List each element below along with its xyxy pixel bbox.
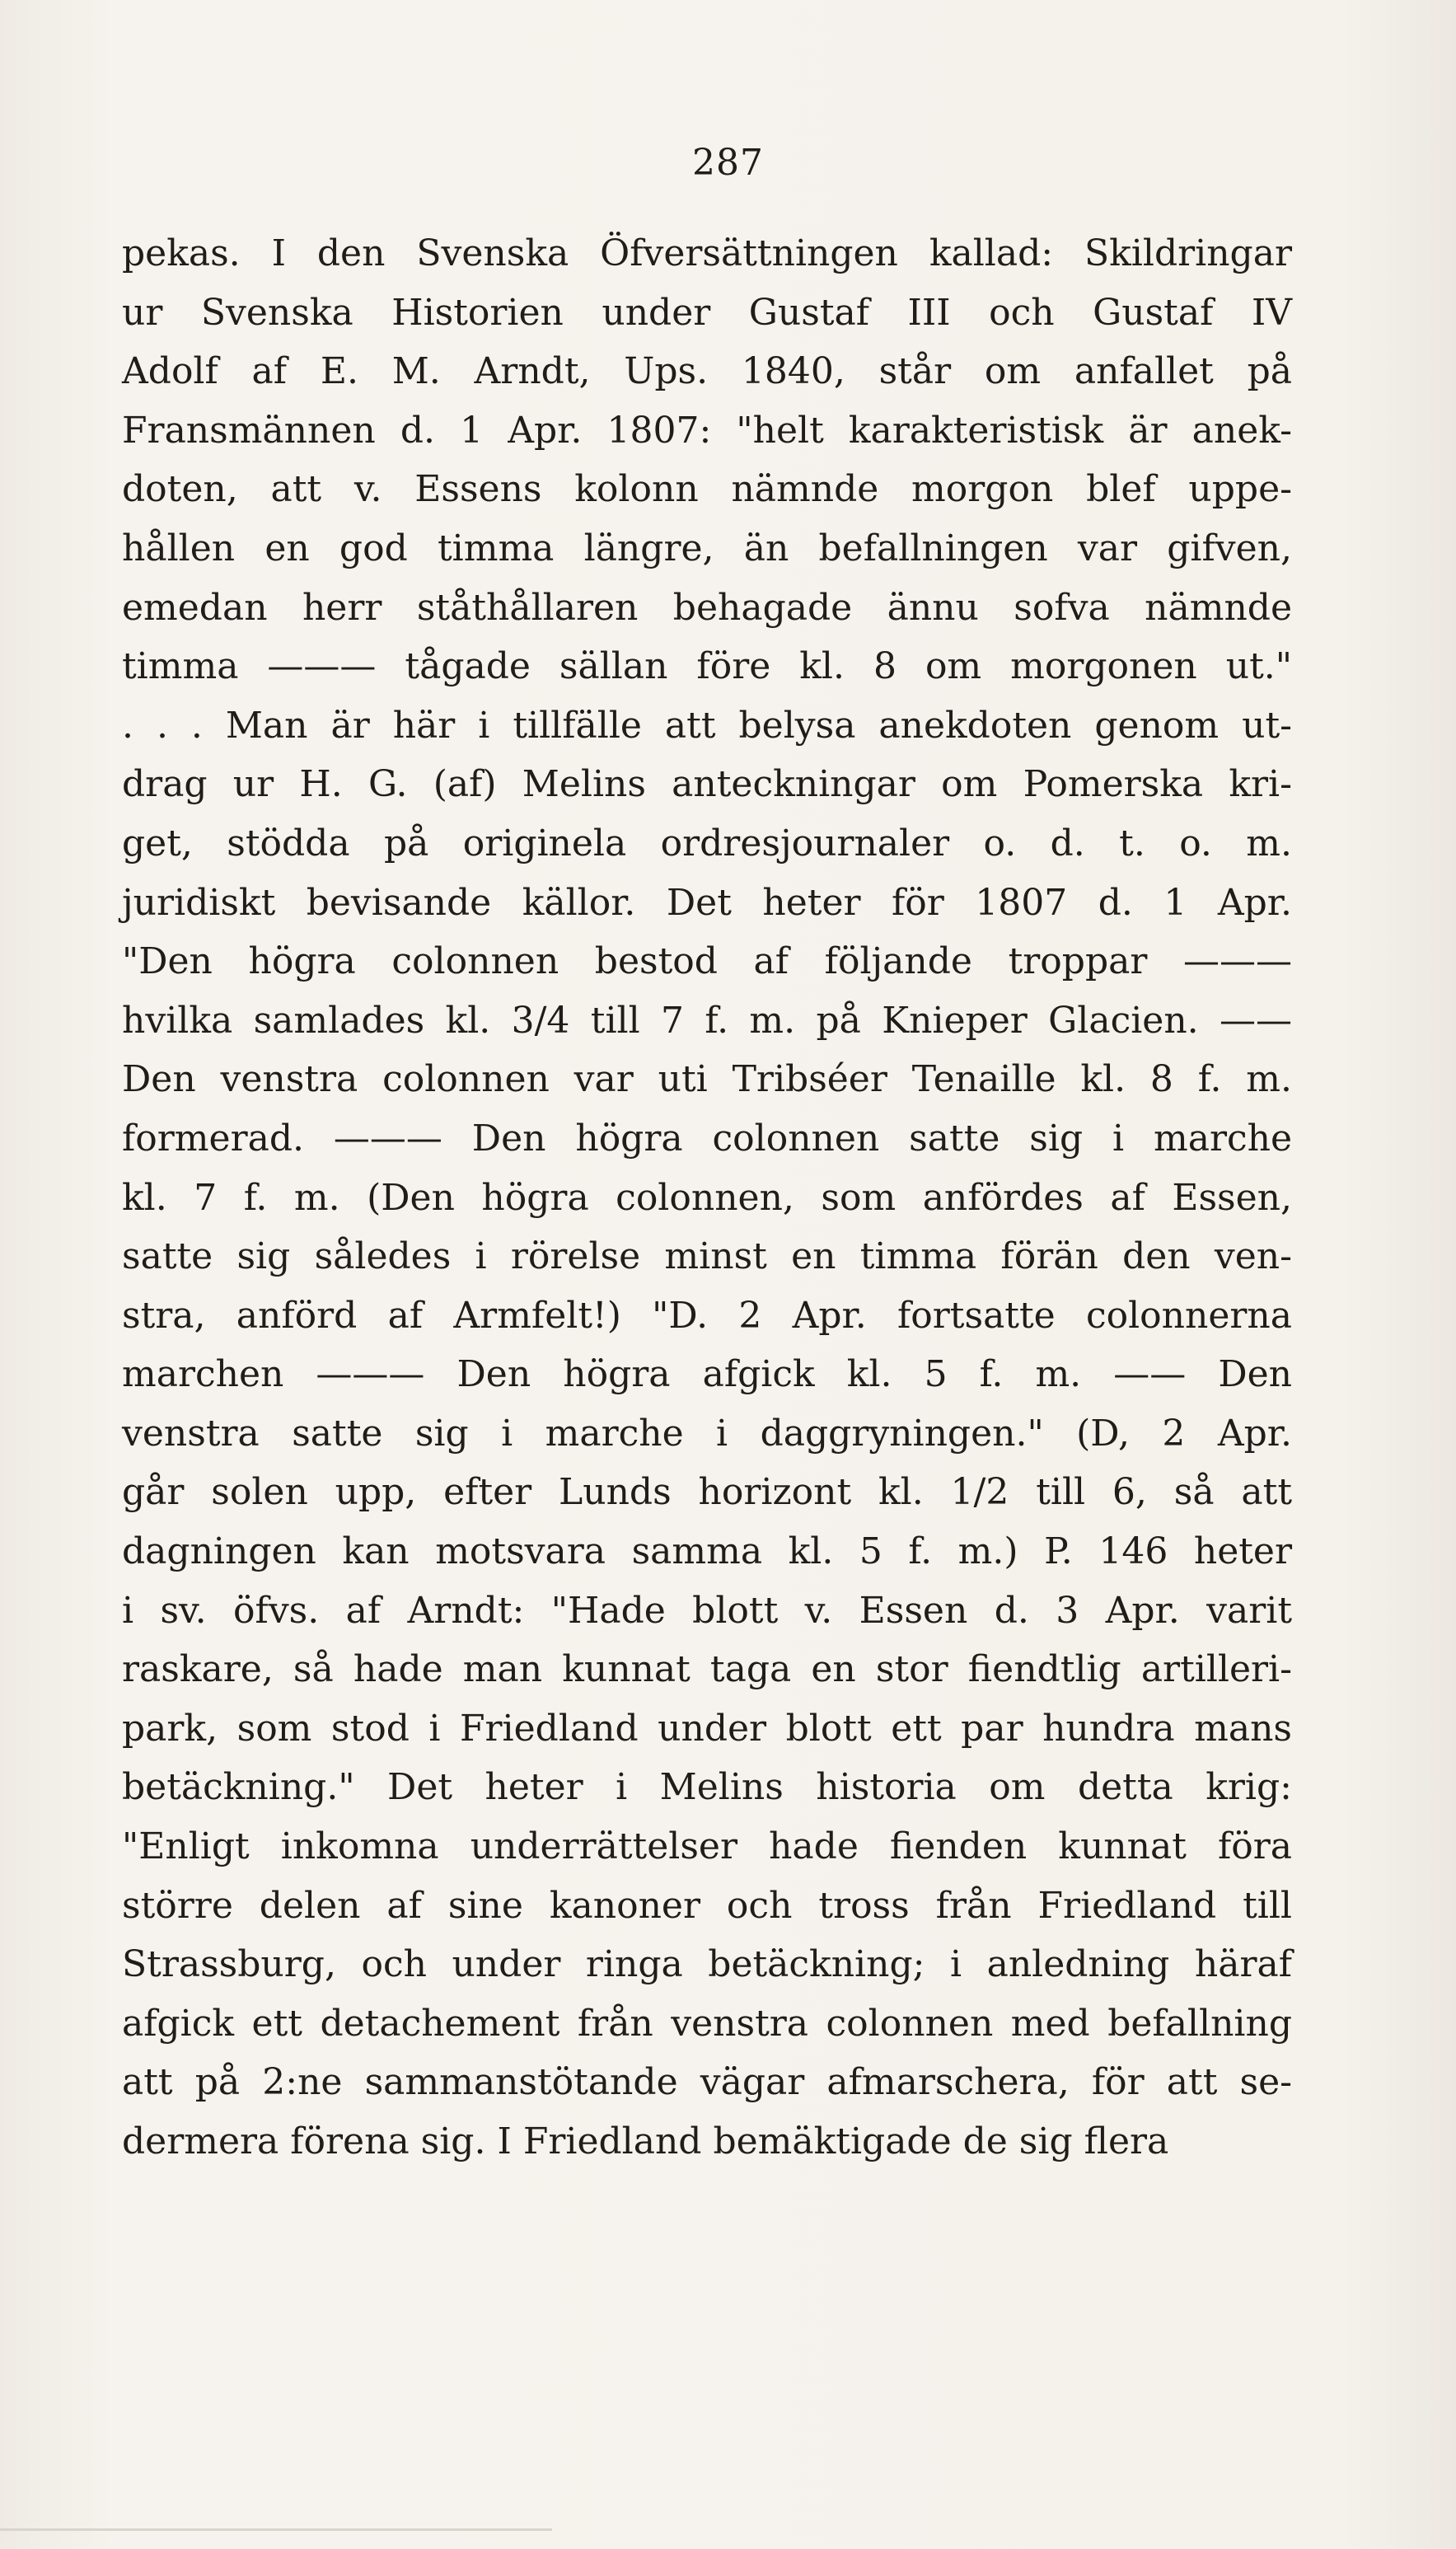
text-line: formerad. ——— Den högra colonnen satte sig i marche <box>122 1117 1292 1160</box>
text-line: timma ——— tågade sällan före kl. 8 om morgonen ut." <box>122 645 1292 688</box>
text-line: dagningen kan motsvara samma kl. 5 f. m.) P. 146 heter <box>122 1530 1292 1573</box>
text-line: dermera förena sig. I Friedland bemäktigade de sig flera <box>122 2120 1169 2162</box>
text-line: satte sig således i rörelse minst en timma förän den ven- <box>122 1235 1292 1278</box>
text-line: kl. 7 f. m. (Den högra colonnen, som anfördes af Essen, <box>122 1176 1292 1219</box>
text-line: stra, anförd af Armfelt!) "D. 2 Apr. fortsatte colonnerna <box>122 1294 1292 1337</box>
text-line: går solen upp, efter Lunds horizont kl. 1/2 till 6, så att <box>122 1471 1292 1514</box>
text-line: emedan herr ståthållaren behagade ännu sofva nämnde <box>122 586 1292 629</box>
text-line: drag ur H. G. (af) Melins anteckningar om Pomerska kri- <box>122 763 1292 806</box>
text-line: juridiskt bevisande källor. Det heter för 1807 d. 1 Apr. <box>122 881 1292 924</box>
text-line: i sv. öfvs. af Arndt: "Hade blott v. Essen d. 3 Apr. varit <box>122 1589 1292 1632</box>
text-line: att på 2:ne sammanstötande vägar afmarschera, för att se- <box>122 2061 1292 2104</box>
text-line: raskare, så hade man kunnat taga en stor fiendtlig artilleri- <box>122 1648 1292 1691</box>
text-line: get, stödda på originela ordresjournaler o. d. t. o. m. <box>122 822 1292 865</box>
text-line: pekas. I den Svenska Öfversättningen kallad: Skildringar <box>122 232 1292 274</box>
body-text <box>122 224 1292 2172</box>
text-line: "Den högra colonnen bestod af följande troppar ——— <box>122 940 1292 983</box>
page-number: 287 <box>692 142 764 184</box>
text-line: . . . Man är här i tillfälle att belysa anekdoten genom ut- <box>122 704 1292 747</box>
text-line: Adolf af E. M. Arndt, Ups. 1840, står om anfallet på <box>122 350 1292 393</box>
text-line: betäckning." Det heter i Melins historia om detta krig: <box>122 1766 1292 1809</box>
text-line: park, som stod i Friedland under blott ett par hundra mans <box>122 1707 1292 1750</box>
text-line: marchen ——— Den högra afgick kl. 5 f. m. —— Den <box>122 1353 1292 1396</box>
text-line: doten, att v. Essens kolonn nämnde morgon blef uppe- <box>122 468 1292 511</box>
text-line: Strassburg, och under ringa betäckning; i anledning häraf <box>122 1943 1292 1986</box>
text-line: afgick ett detachement från venstra colonnen med befallning <box>122 2002 1292 2045</box>
page-edge-line <box>0 2528 552 2531</box>
text-line: ur Svenska Historien under Gustaf III och Gustaf IV <box>122 291 1292 334</box>
text-line: hållen en god timma längre, än befallningen var gifven, <box>122 527 1292 569</box>
text-line: Den venstra colonnen var uti Tribséer Tenaille kl. 8 f. m. <box>122 1058 1292 1101</box>
text-line: venstra satte sig i marche i daggryningen." (D, 2 Apr. <box>122 1412 1292 1455</box>
text-line: större delen af sine kanoner och tross från Friedland till <box>122 1884 1292 1927</box>
text-line: "Enligt inkomna underrättelser hade fienden kunnat föra <box>122 1825 1292 1868</box>
text-line: Fransmännen d. 1 Apr. 1807: "helt karakteristisk är anek- <box>122 409 1292 452</box>
text-line: hvilka samlades kl. 3/4 till 7 f. m. på Knieper Glacien. —— <box>122 999 1292 1042</box>
